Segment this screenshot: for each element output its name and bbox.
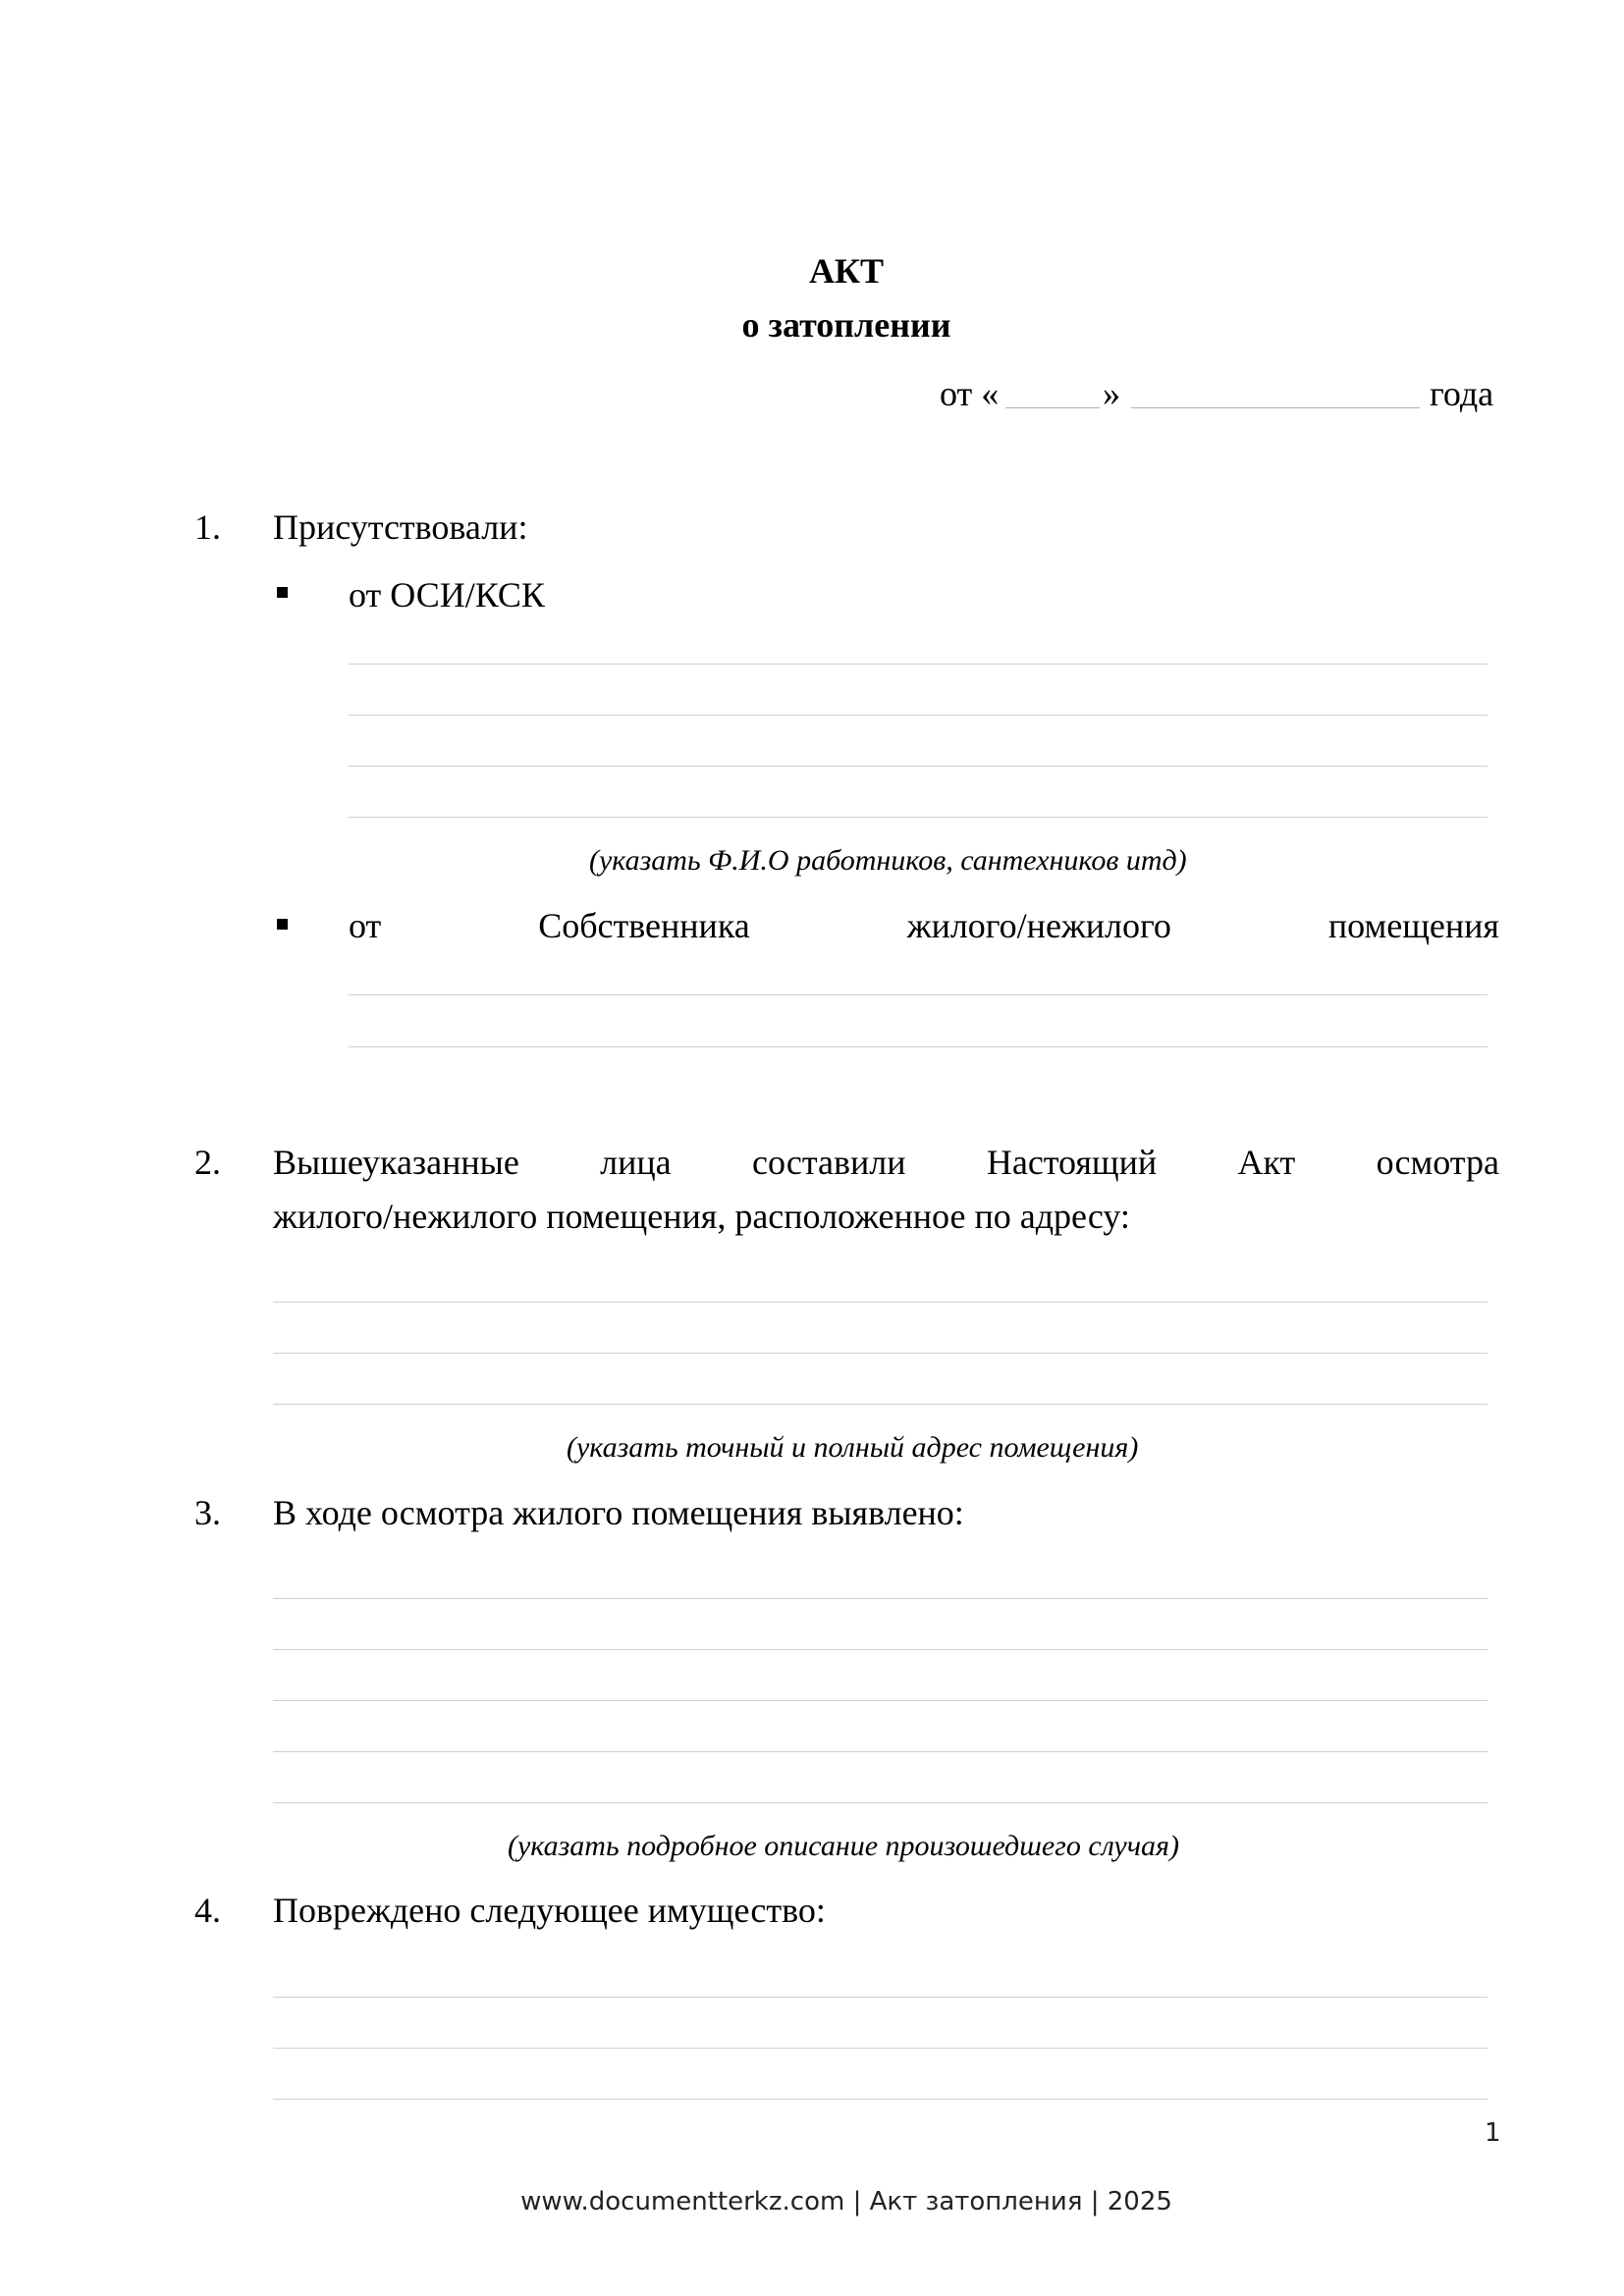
bullet-2-word: Собственника [538, 906, 750, 945]
bullet-2-word: помещения [1327, 906, 1499, 945]
section-1-number: 1. [194, 507, 221, 547]
fill-line[interactable] [349, 994, 1488, 995]
bullet-1-hint: (указать Ф.И.О работников, сантехников итд) [589, 844, 1187, 877]
section-2-word: составили [752, 1143, 906, 1182]
fill-line[interactable] [349, 715, 1488, 716]
bullet-square-icon [277, 587, 288, 598]
section-2-number: 2. [194, 1143, 221, 1182]
fill-line[interactable] [273, 1802, 1488, 1803]
section-2-word: Вышеуказанные [273, 1143, 519, 1182]
date-month-field[interactable] [1131, 407, 1420, 408]
fill-line[interactable] [349, 817, 1488, 818]
fill-line[interactable] [273, 1598, 1488, 1599]
date-suffix: года [1430, 374, 1494, 413]
date-quote-close: » [1103, 374, 1120, 413]
bullet-2-word: от [349, 906, 382, 945]
section-1-title: Присутствовали: [273, 507, 528, 547]
document-subtitle: о затоплении [741, 305, 951, 345]
bullet-1-label: от ОСИ/КСК [349, 575, 545, 614]
date-prefix: от « [940, 374, 1000, 413]
fill-line[interactable] [273, 1649, 1488, 1650]
bullet-2-word: жилого/нежилого [906, 906, 1171, 945]
section-2-word: лица [600, 1143, 672, 1182]
document-title: АКТ [808, 251, 885, 291]
fill-line[interactable] [349, 1046, 1488, 1047]
fill-line[interactable] [273, 1353, 1488, 1354]
section-2-word: осмотра [1376, 1143, 1499, 1182]
fill-line[interactable] [349, 664, 1488, 665]
footer-text: www.documentterkz.com | Акт затопления | 2025 [520, 2187, 1172, 2216]
section-3-title: В ходе осмотра жилого помещения выявлено: [273, 1493, 964, 1532]
section-4-title: Повреждено следующее имущество: [273, 1891, 826, 1930]
fill-line[interactable] [273, 2048, 1488, 2049]
fill-line[interactable] [273, 2099, 1488, 2100]
section-3-number: 3. [194, 1493, 221, 1532]
section-3-hint: (указать подробное описание произошедшего случая) [508, 1830, 1179, 1862]
date-day-field[interactable] [1005, 407, 1100, 408]
section-4-number: 4. [194, 1891, 221, 1930]
fill-line[interactable] [349, 766, 1488, 767]
section-2-hint: (указать точный и полный адрес помещения) [567, 1431, 1139, 1464]
section-2-word: Настоящий [986, 1143, 1158, 1182]
fill-line[interactable] [273, 1700, 1488, 1701]
section-2-word: Акт [1237, 1143, 1296, 1182]
bullet-2-label [349, 905, 1499, 946]
fill-line[interactable] [273, 1997, 1488, 1998]
page-number: 1 [1485, 2118, 1501, 2148]
fill-line[interactable] [273, 1751, 1488, 1752]
fill-line[interactable] [273, 1302, 1488, 1303]
section-2-line-1 [273, 1142, 1499, 1183]
section-2-line-2: жилого/нежилого помещения, расположенное по адресу: [273, 1197, 1130, 1236]
fill-line[interactable] [273, 1404, 1488, 1405]
bullet-square-icon [277, 919, 288, 930]
